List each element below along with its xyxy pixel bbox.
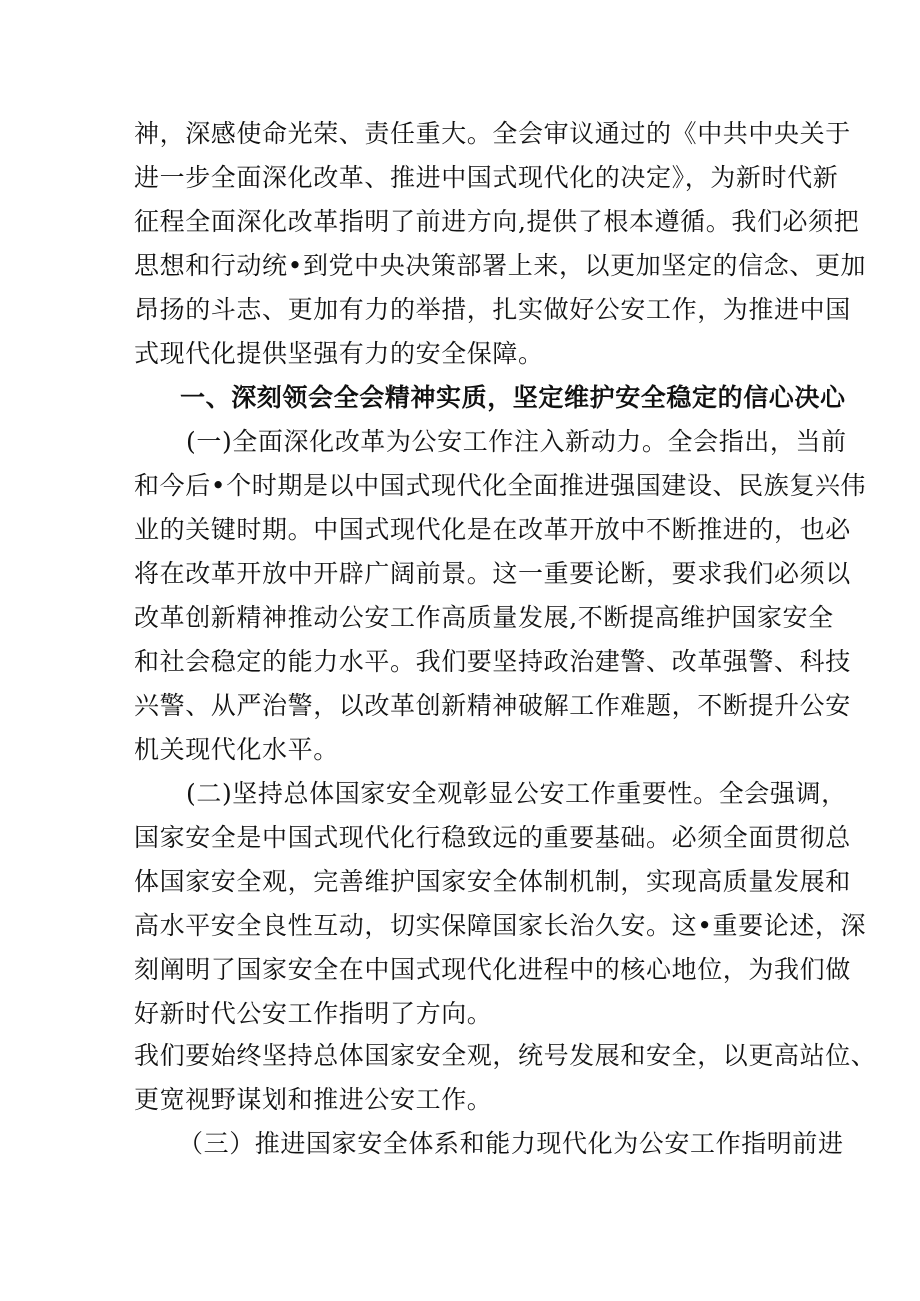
paragraph-line: 高水平安全良性互动，切实保障国家长治久安。这•重要论述，深 [134,911,867,940]
paragraph-line: (一)全面深化改革为公安工作注入新动力。全会指出，当前 [186,427,847,456]
paragraph-line: 我们要始终坚持总体国家安全观，统号发展和安全，以更高站位、 [134,1041,877,1070]
paragraph-line: 改革创新精神推动公安工作高质量发展,不断提高维护国家安全 [134,603,834,632]
paragraph-line: (二)坚持总体国家安全观彰显公安工作重要性。全会强调， [186,779,847,808]
paragraph-line: 国家安全是中国式现代化行稳致远的重要基础。必须全面贯彻总 [134,823,851,852]
paragraph-line: 好新时代公安工作指明了方向。 [134,999,493,1028]
paragraph-line: 和社会稳定的能力水平。我们要坚持政治建警、改革强警、科技 [134,647,851,676]
text-line: 征程全面深化改革指明了前进方向,提供了根本遵循。我们必须把 [134,207,860,236]
text-line: 式现代化提供坚强有力的安全保障。 [134,339,544,368]
paragraph-line: 将在改革开放中开辟广阔前景。这一重要论断，要求我们必须以 [134,559,851,588]
paragraph-line: 更宽视野谋划和推进公安工作。 [134,1085,493,1114]
paragraph-line: 刻阐明了国家安全在中国式现代化进程中的核心地位，为我们做 [134,955,851,984]
paragraph-line: 体国家安全观，完善维护国家安全体制机制，实现高质量发展和 [134,867,851,896]
text-line: 进一步全面深化改革、推进中国式现代化的决定》，为新时代新 [134,163,839,192]
text-line: 神，深感使命光荣、责任重大。全会审议通过的《中共中央关于 [134,119,851,148]
paragraph-line: 机关现代化水平。 [134,735,339,764]
section-heading: 一、深刻领会全会精神实质，坚定维护安全稳定的信心决心 [180,383,846,412]
paragraph-line: （三）推进国家安全体系和能力现代化为公安工作指明前进 [178,1129,844,1158]
paragraph-line: 和今后•个时期是以中国式现代化全面推进强国建设、民族复兴伟 [134,471,867,500]
text-line: 昂扬的斗志、更加有力的举措，扎实做好公安工作，为推进中国 [134,295,851,324]
paragraph-line: 兴警、从严治警，以改革创新精神破解工作难题，不断提升公安 [134,691,851,720]
paragraph-line: 业的关键时期。中国式现代化是在改革开放中不断推进的，也必 [134,515,851,544]
text-line: 思想和行动统•到党中央决策部署上来，以更加坚定的信念、更加 [134,251,867,280]
